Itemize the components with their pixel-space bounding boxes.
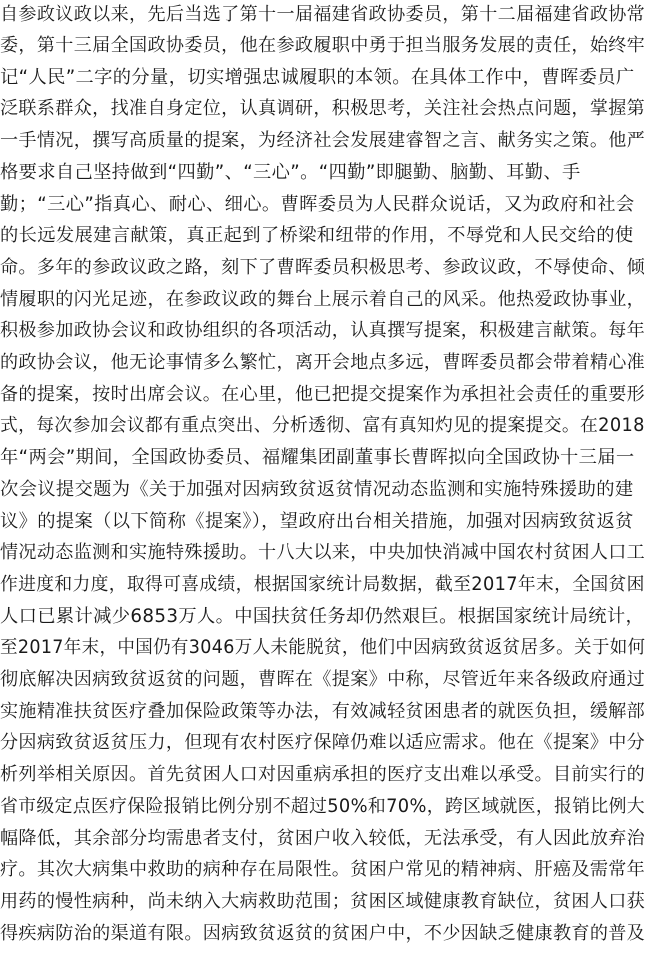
text-line: 年“两会”期间，全国政协委员、福耀集团副董事长曹晖拟向全国政协十三届一: [0, 447, 635, 468]
text-line: 次会议提交题为《关于加强对因病致贫返贫情况动态监测和实施特殊援助的建: [0, 479, 634, 500]
text-line: 命。多年的参政议政之路，刻下了曹晖委员积极思考、参政议政，不辱使命、倾: [0, 257, 646, 278]
text-line: 用药的慢性病种，尚未纳入大病救助范围；贫困区域健康教育缺位，贫困人口获: [0, 891, 646, 912]
text-line: 自参政议政以来，先后当选了第十一届福建省政协委员，第十二届福建省政协常: [0, 4, 646, 25]
text-line: 委，第十三届全国政协委员，他在参政履职中勇于担当服务发展的责任，始终牢: [0, 35, 646, 56]
text-line: 情况动态监测和实施特殊援助。十八大以来，中央加快消减中国农村贫困人口工: [0, 542, 646, 563]
text-line: 的政协会议，他无论事情多么繁忙，离开会地点多远，曹晖委员都会带着精心准: [0, 352, 646, 373]
text-line: 分因病致贫返贫压力，但现有农村医疗保障仍难以适应需求。他在《提案》中分: [0, 732, 646, 753]
text-line: 备的提案，按时出席会议。在心里，他已把提交提案作为承担社会责任的重要形: [0, 384, 646, 405]
text-line: 泛联系群众，找准自身定位，认真调研，积极思考，关注社会热点问题，掌握第: [0, 98, 646, 119]
text-line: 彻底解决因病致贫返贫的问题，曹晖在《提案》中称，尽管近年来各级政府通过: [0, 669, 646, 690]
text-line: 疗。其次大病集中救助的病种存在局限性。贫困户常见的精神病、肝癌及需常年: [0, 859, 646, 880]
text-line: 一手情况，撰写高质量的提案，为经济社会发展建睿智之言、献务实之策。他严: [0, 130, 646, 151]
text-line: 得疾病防治的渠道有限。因病致贫返贫的贫困户中，不少因缺乏健康教育的普及: [0, 923, 646, 944]
text-line: 至2017年末，中国仍有3046万人未能脱贫，他们中因病致贫返贫居多。关于如何: [0, 637, 646, 658]
text-line: 格要求自己坚持做到“四勤”、“三心”。“四勤”即腿勤、脑勤、耳勤、手: [0, 162, 581, 183]
text-line: 人口已累计减少6853万人。中国扶贫任务却仍然艰巨。根据国家统计局统计，: [0, 606, 645, 627]
text-line: 记“人民”二字的分量，切实增强忠诚履职的本领。在具体工作中，曹晖委员广: [0, 67, 635, 88]
text-line: 作进度和力度，取得可喜成绩，根据国家统计局数据，截至2017年末，全国贫困: [0, 574, 645, 595]
text-line: 析列举相关原因。首先贫困人口对因重病承担的医疗支出难以承受。目前实行的: [0, 764, 646, 785]
text-line: 议》的提案（以下简称《提案》），望政府出台相关措施，加强对因病致贫返贫: [0, 511, 634, 532]
text-line: 幅降低，其余部分均需患者支付，贫困户收入较低，无法承受，有人因此放弃治: [0, 828, 646, 849]
text-line: 式，每次参加会议都有重点突出、分析透彻、富有真知灼见的提案提交。在2018: [0, 415, 645, 436]
text-line: 实施精准扶贫医疗叠加保险政策等办法，有效减轻贫困患者的就医负担，缓解部: [0, 701, 646, 722]
text-line: 积极参加政协会议和政协组织的各项活动，认真撰写提案，积极建言献策。每年: [0, 320, 646, 341]
text-line: 勤；“三心”指真心、耐心、细心。曹晖委员为人民群众说话，又为政府和社会: [0, 194, 635, 215]
text-line: 的长远发展建言献策，真正起到了桥梁和纽带的作用，不辱党和人民交给的使: [0, 225, 634, 246]
text-line: 情履职的闪光足迹，在参政议政的舞台上展示着自己的风采。他热爱政协事业，: [0, 289, 646, 310]
text-line: 省市级定点医疗保险报销比例分别不超过50%和70%，跨区域就医，报销比例大: [0, 796, 645, 817]
